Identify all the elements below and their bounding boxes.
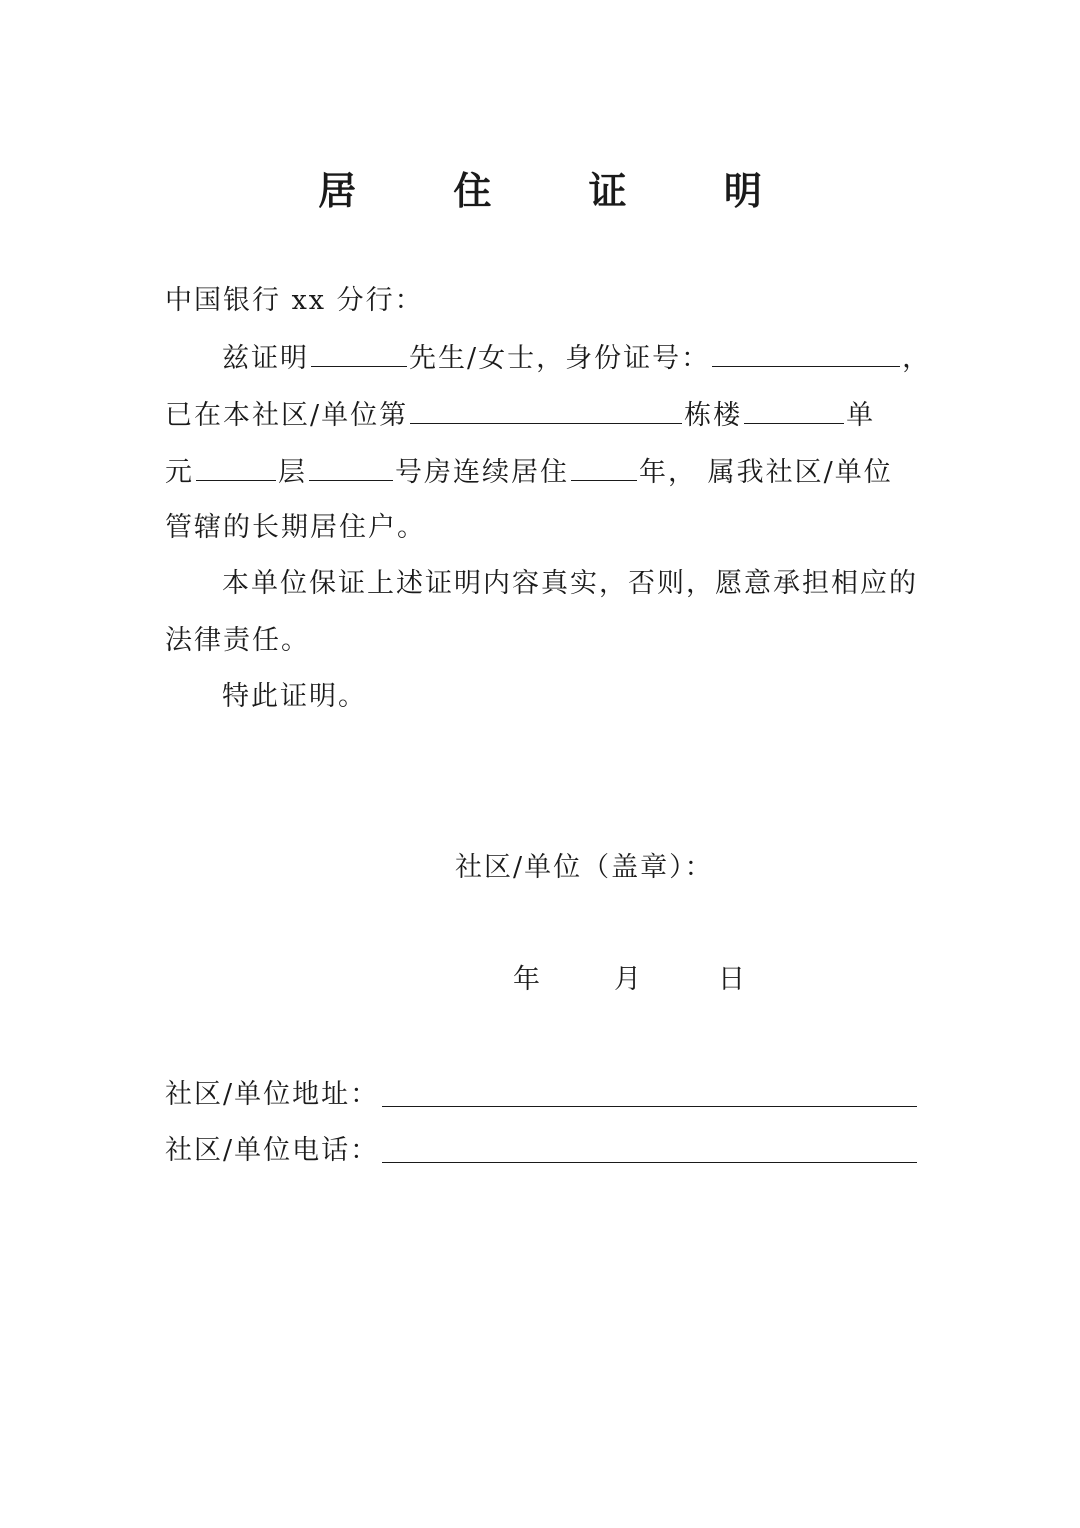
floor-blank xyxy=(196,452,276,481)
room-blank xyxy=(309,452,393,481)
paragraph-1-line-3 xyxy=(165,452,893,493)
text-segment: 兹证明 xyxy=(222,343,309,374)
phone-label: 社区/单位电话： xyxy=(165,1135,380,1166)
paragraph-2-line-1: 本单位保证上述证明内容真实，否则，愿意承担相应的 xyxy=(222,568,918,599)
text-segment: 层 xyxy=(278,457,307,488)
building-blank xyxy=(410,395,682,424)
address-field-line xyxy=(382,1106,917,1107)
addressee: 中国银行 xx 分行： xyxy=(165,285,424,316)
paragraph-1-line-2 xyxy=(165,395,875,436)
paragraph-1-line-1 xyxy=(222,338,931,379)
phone-field-line xyxy=(382,1162,917,1163)
text-segment: 属我社区/单位 xyxy=(707,457,893,488)
years-blank xyxy=(571,452,637,481)
paragraph-2-line-2: 法律责任。 xyxy=(165,625,310,656)
text-segment: 先生/女士，身份证号： xyxy=(409,343,711,374)
text-segment: 元 xyxy=(165,457,194,488)
date-day: 日 xyxy=(718,964,745,995)
page-title: 居 住 证 明 xyxy=(318,169,804,213)
date-month: 月 xyxy=(614,964,641,995)
name-blank xyxy=(311,338,407,367)
text-segment: ， xyxy=(902,343,932,374)
id-number-blank xyxy=(712,338,900,367)
date-year: 年 xyxy=(513,964,540,995)
unit-blank xyxy=(744,395,844,424)
address-label: 社区/单位地址： xyxy=(165,1079,380,1110)
paragraph-1-line-4: 管辖的长期居住户。 xyxy=(165,512,426,543)
paragraph-3: 特此证明。 xyxy=(222,681,367,712)
text-segment: 栋楼 xyxy=(684,400,743,431)
text-segment: 年， xyxy=(639,457,697,488)
text-segment: 号房连续居住 xyxy=(395,457,569,488)
seal-label: 社区/单位（盖章）： xyxy=(455,852,714,883)
text-segment: 单 xyxy=(846,400,876,431)
text-segment: 已在本社区/单位第 xyxy=(165,400,409,431)
